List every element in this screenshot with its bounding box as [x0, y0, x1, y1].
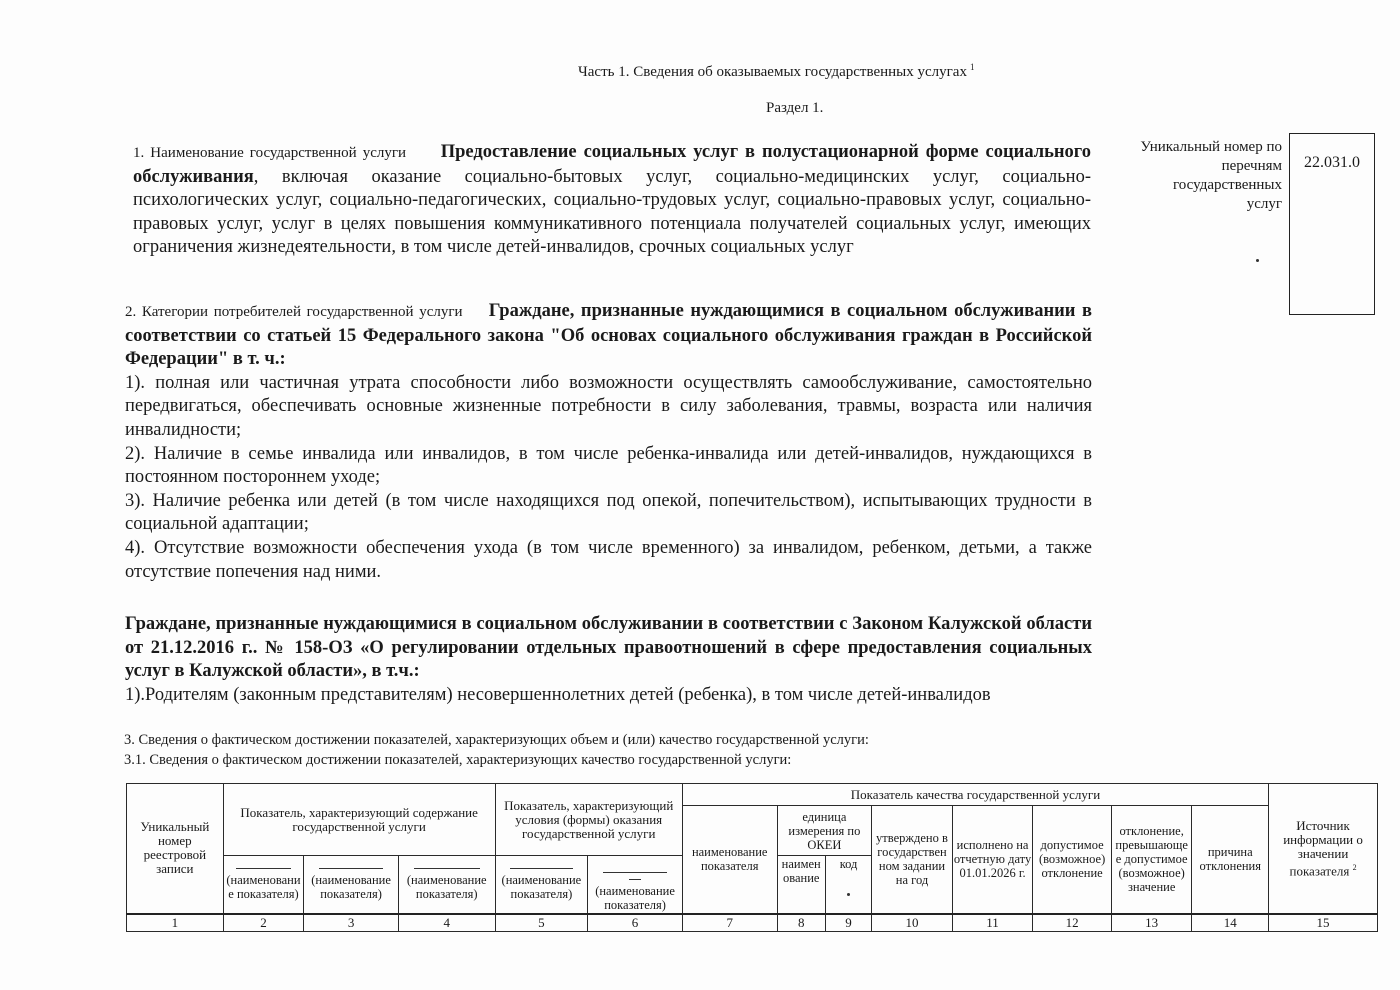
quality-indicators-table	[126, 783, 1378, 932]
subheader-conditions-1	[495, 856, 588, 914]
header-okei-name: наимен ование	[777, 856, 825, 914]
service-name-label: 1. Наименование государственной услуги	[133, 145, 407, 161]
subheader-content-3	[398, 856, 495, 914]
header-indicator-name: наименование показателя	[682, 806, 777, 914]
col-number-14: 14	[1192, 914, 1269, 932]
footnote-marker: 1	[969, 62, 975, 72]
category-point-1: 1). полная или частичная утрата способности либо возможности осуществлять самообслуживание, самостоятельно передвигаться, обеспечивать основные жизненные потребности в силу заболевания, травмы, возраста или наличия инвалидности;	[125, 372, 1092, 440]
header-executed: исполнено на отчетную дату 01.01.2026 г.	[952, 806, 1033, 914]
col-number-8: 8	[777, 914, 825, 932]
subheader-content-2	[304, 856, 399, 914]
col-number-3: 3	[304, 914, 399, 932]
service-name-text: , включая оказание социально-бытовых услуг, социально-медицинских услуг, социально-психологических услуг, социально-педагогических, социально-трудовых услуг, социально-правовых услуг, социально-правовых услуг, услуг в целях повышения коммуникативного потенциала получателей социальных услуг, имеющих ограничения жизнедеятельности, в том числе детей-инвалидов, срочных социальных услуг	[133, 166, 1091, 258]
header-quality-group: Показатель качества государственной услуги	[682, 784, 1268, 806]
header-okei-code	[825, 856, 871, 914]
header-content-group: Показатель, характеризующий содержание государственной услуги	[223, 784, 495, 856]
section-title: Раздел 1.	[766, 100, 824, 116]
col-number-13: 13	[1111, 914, 1192, 932]
subheader-content-3-text: (наименование показателя)	[406, 872, 487, 901]
part-title-text: Часть 1. Сведения об оказываемых государственных услугах	[578, 64, 967, 80]
unique-number-label: Уникальный номер по перечням государственных услуг	[1140, 139, 1282, 212]
header-conditions-group: Показатель, характеризующий условия (формы) оказания государственной услуги	[495, 784, 682, 856]
category-point-3: 3). Наличие ребенка или детей (в том числе находящихся под опекой, попечительством), испытывающих трудности в социальной адаптации;	[125, 490, 1092, 535]
regional-point-1: 1).Родителям (законным представителям) несовершеннолетних детей (ребенка), в том числе детей-инвалидов	[125, 684, 991, 705]
col-number-15: 15	[1269, 914, 1378, 932]
col-number-1: 1	[127, 914, 224, 932]
header-source	[1269, 784, 1378, 914]
col-number-12: 12	[1033, 914, 1112, 932]
category-point-2: 2). Наличие в семье инвалида или инвалидов, в том числе ребенка-инвалида или детей-инвалидов, нуждающихся в постоянном постороннем уходе;	[125, 443, 1092, 488]
part-title	[578, 62, 974, 81]
subheader-content-1-text: (наименовани е показателя)	[226, 872, 301, 901]
section3-line1: 3. Сведения о фактическом достижении показателей, характеризующих объем и (или) качество государственной услуги:	[124, 732, 869, 748]
subheader-content-1	[223, 856, 304, 914]
header-allowed-deviation: допустимое (возможное) отклонение	[1033, 806, 1112, 914]
col-number-11: 11	[952, 914, 1033, 932]
col-number-5: 5	[495, 914, 588, 932]
col-number-6: 6	[588, 914, 683, 932]
header-exceeding-deviation: отклонение, превышающе е допустимое (возможное) значение	[1111, 806, 1192, 914]
service-name-paragraph	[133, 141, 1091, 260]
consumer-categories	[125, 300, 1092, 584]
categories-bold: Граждане, признанные нуждающимися в социальном обслуживании в соответствии со статьей 15 Федерального закона "Об основах социального обслуживания граждан в Российской Федерации" в т. ч.:	[125, 301, 1092, 370]
subheader-content-2-text: (наименование показателя)	[311, 872, 391, 901]
section3-line2: 3.1. Сведения о фактическом достижении показателей, характеризующих качество государственной услуги:	[124, 752, 792, 768]
subheader-conditions-1-text: (наименование показателя)	[501, 872, 582, 901]
categories-label: 2. Категории потребителей государственной услуги	[125, 304, 463, 320]
col-number-9: 9	[825, 914, 871, 932]
subheader-conditions-2-text: (наименование показателя)	[595, 883, 675, 912]
header-reason: причина отклонения	[1192, 806, 1269, 914]
col-number-4: 4	[398, 914, 495, 932]
subheader-conditions-2	[588, 856, 683, 914]
regional-categories	[125, 613, 1092, 707]
regional-categories-bold: Граждане, признанные нуждающимися в социальном обслуживании в соответствии с Законом Калужской области от 21.12.2016 г.. № 158-ОЗ «О регулировании отдельных правоотношений в сфере предоставления социальных услуг в Калужской области», в т.ч.:	[125, 614, 1092, 682]
unique-number-box	[1289, 133, 1375, 315]
scan-speck	[1256, 249, 1259, 267]
unique-number-value: 22.031.0	[1304, 154, 1360, 171]
service-name-bold: Предоставление социальных услуг в полустационарной форме социального обслуживания	[133, 142, 1091, 187]
source-footnote: 2	[1352, 862, 1357, 872]
col-number-7: 7	[682, 914, 777, 932]
header-okei-code-text: код	[839, 857, 858, 871]
section3-heading	[124, 730, 869, 770]
category-point-4: 4). Отсутствие возможности обеспечения ухода (в том числе временного) за инвалидом, ребенком, детьми, а также отсутствие попечения над ними.	[125, 537, 1092, 582]
header-source-text: Источник информации о значении показателя	[1283, 817, 1363, 878]
header-approved: утверждено в государствен ном задании на год	[872, 806, 953, 914]
header-okei-unit: единица измерения по ОКЕИ	[777, 806, 872, 856]
header-unique-record: Уникальный номер реестровой записи	[127, 784, 224, 914]
col-number-10: 10	[872, 914, 953, 932]
col-number-2: 2	[223, 914, 304, 932]
